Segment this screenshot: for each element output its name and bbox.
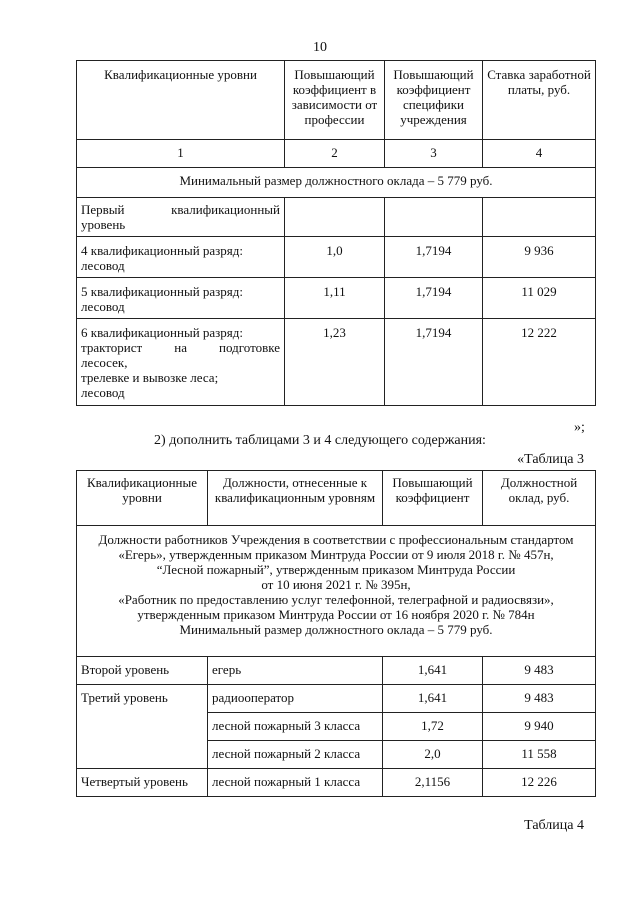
- coefficient-cell: 1,72: [383, 713, 483, 741]
- grade-word: тракторист: [81, 340, 143, 355]
- table-row: [77, 685, 596, 713]
- table-3: [76, 470, 596, 797]
- grade-cell: [77, 278, 285, 319]
- position-cell: егерь: [208, 657, 383, 685]
- grade-line: лесовод: [81, 385, 125, 400]
- header-qualification-levels: Квалификационные уровни: [77, 61, 285, 140]
- coefficient-cell: 2,0: [383, 741, 483, 769]
- header-qualification-levels: Квалификационные уровни: [77, 471, 208, 526]
- table-4-title: Таблица 4: [524, 818, 584, 833]
- level-cell: Третий уровень: [77, 685, 208, 769]
- table-row: [77, 657, 596, 685]
- rate-cell: 12 222: [483, 319, 596, 406]
- coef-profession-cell: 1,23: [285, 319, 385, 406]
- coef-specifics-cell: 1,7194: [385, 237, 483, 278]
- grade-cell: [77, 237, 285, 278]
- grade-line: 6 квалификационный разряд:: [81, 325, 244, 340]
- grade-line: лесосек,: [81, 355, 128, 370]
- table-header-row: [77, 61, 596, 140]
- rate-cell: 11 029: [483, 278, 596, 319]
- description-line: от 10 июня 2021 г. № 395н,: [261, 577, 411, 592]
- grade-cell: [77, 319, 285, 406]
- level-word: Первый: [81, 202, 125, 217]
- position-cell: лесной пожарный 3 класса: [208, 713, 383, 741]
- standards-description-row: [77, 526, 596, 657]
- column-number: 2: [285, 140, 385, 168]
- column-numbers-row: [77, 140, 596, 168]
- closing-quote: »;: [574, 420, 585, 435]
- header-coefficient: Повышающий коэффициент: [383, 471, 483, 526]
- coef-profession-cell: 1,11: [285, 278, 385, 319]
- grade-word: подготовке: [219, 340, 280, 355]
- min-salary-note: Минимальный размер должностного оклада – 5 779 руб.: [77, 168, 596, 198]
- coef-specifics-cell: 1,7194: [385, 278, 483, 319]
- table-row: [77, 319, 596, 406]
- min-salary-row: [77, 168, 596, 198]
- header-coef-specifics: Повышающий коэффициент специфики учреждения: [385, 61, 483, 140]
- level-cell: Второй уровень: [77, 657, 208, 685]
- description-line: Минимальный размер должностного оклада – 5 779 руб.: [179, 622, 493, 637]
- level-line: уровень: [81, 217, 126, 232]
- level-cell: [77, 198, 285, 237]
- description-line: утвержденным приказом Минтруда России от 16 ноября 2020 г. № 784н: [137, 607, 535, 622]
- grade-line: 4 квалификационный разряд:: [81, 243, 244, 258]
- table-row: [77, 769, 596, 797]
- grade-word: на: [174, 340, 187, 355]
- qualification-rates-table: [76, 60, 596, 406]
- header-positions: Должности, отнесенные к квалификационным уровням: [208, 471, 383, 526]
- standards-description: [77, 526, 596, 657]
- rate-cell: 9 936: [483, 237, 596, 278]
- table-header-row: [77, 471, 596, 526]
- table-row: [77, 278, 596, 319]
- table-row: [77, 198, 596, 237]
- description-line: «Работник по предоставлению услуг телефонной, телеграфной и радиосвязи»,: [118, 592, 554, 607]
- coefficient-cell: 2,1156: [383, 769, 483, 797]
- empty-cell: [385, 198, 483, 237]
- header-salary-rate: Ставка заработной платы, руб.: [483, 61, 596, 140]
- header-coef-profession: Повышающий коэффициент в зависимости от профессии: [285, 61, 385, 140]
- column-number: 1: [77, 140, 285, 168]
- grade-line: лесовод: [81, 299, 125, 314]
- grade-line: 5 квалификационный разряд:: [81, 284, 244, 299]
- position-cell: радиооператор: [208, 685, 383, 713]
- amendment-instruction: 2) дополнить таблицами 3 и 4 следующего содержания:: [154, 433, 486, 448]
- salary-cell: 9 940: [483, 713, 596, 741]
- coefficient-cell: 1,641: [383, 685, 483, 713]
- level-cell: Четвертый уровень: [77, 769, 208, 797]
- grade-line: трелевке и вывозке леса;: [81, 370, 219, 385]
- table-3-title: «Таблица 3: [517, 452, 584, 467]
- empty-cell: [285, 198, 385, 237]
- position-cell: лесной пожарный 1 класса: [208, 769, 383, 797]
- salary-cell: 12 226: [483, 769, 596, 797]
- column-number: 3: [385, 140, 483, 168]
- grade-line: лесовод: [81, 258, 125, 273]
- salary-cell: 9 483: [483, 685, 596, 713]
- position-cell: лесной пожарный 2 класса: [208, 741, 383, 769]
- table-row: [77, 237, 596, 278]
- column-number: 4: [483, 140, 596, 168]
- description-line: Должности работников Учреждения в соответствии с профессиональным стандартом: [98, 532, 574, 547]
- coef-specifics-cell: 1,7194: [385, 319, 483, 406]
- coef-profession-cell: 1,0: [285, 237, 385, 278]
- header-salary: Должностной оклад, руб.: [483, 471, 596, 526]
- coefficient-cell: 1,641: [383, 657, 483, 685]
- salary-cell: 9 483: [483, 657, 596, 685]
- description-line: “Лесной пожарный”, утвержденным приказом Минтруда России: [156, 562, 516, 577]
- empty-cell: [483, 198, 596, 237]
- description-line: «Егерь», утвержденным приказом Минтруда России от 9 июля 2018 г. № 457н,: [118, 547, 554, 562]
- salary-cell: 11 558: [483, 741, 596, 769]
- level-word: квалификационный: [171, 202, 280, 217]
- page-number: 10: [313, 40, 327, 55]
